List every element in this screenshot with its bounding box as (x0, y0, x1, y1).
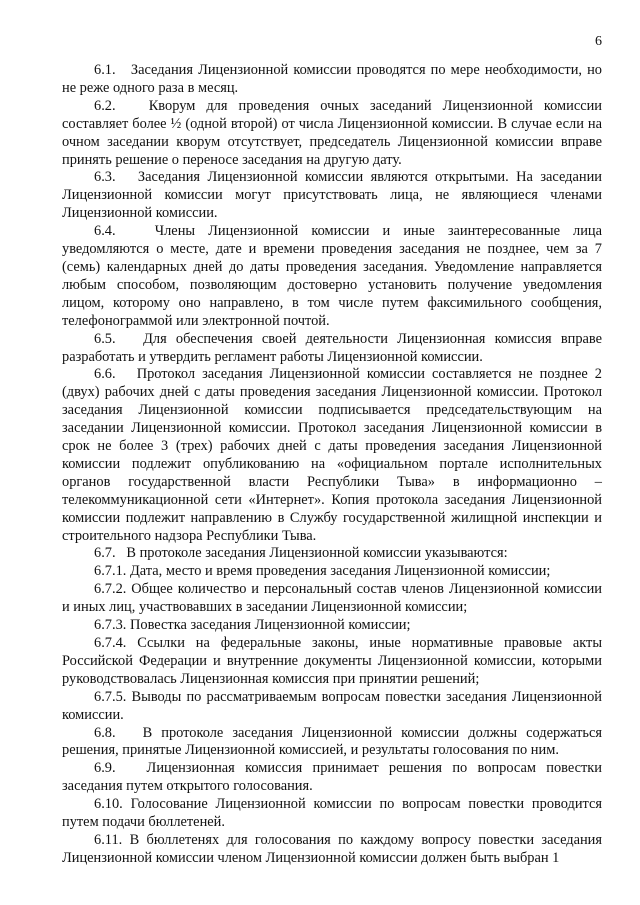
paragraph-6-11: 6.11. В бюллетенях для голосования по каждому вопросу повестки заседания Лицензионной комиссии членом Лицензионной комиссии должен быть выбран 1 (62, 831, 602, 866)
paragraph-6-7: 6.7. В протоколе заседания Лицензионной комиссии указываются: (94, 545, 508, 562)
paragraph-6-7-2: 6.7.2. Общее количество и персональный состав членов Лицензионной комиссии и иных лиц, участвовавших в заседании Лицензионной комиссии; (62, 581, 602, 616)
document-body (62, 62, 602, 868)
paragraph-6-1: 6.1. Заседания Лицензионной комиссии проводятся по мере необходимости, но не реже одного раза в месяц. (62, 62, 602, 96)
paragraph-6-7-4: 6.7.4. Ссылки на федеральные законы, иные нормативные правовые акты Российской Федерации и внутренние документы Лицензионной комиссии, которыми руководствовалась Лицензионная комиссия при принятии решений; (62, 635, 602, 687)
paragraph-6-8: 6.8. В протоколе заседания Лицензионной комиссии должны содержаться решения, принятые Лицензионной комиссией, и результаты голосования по ним. (62, 724, 602, 759)
paragraph-6-7-5: 6.7.5. Выводы по рассматриваемым вопросам повестки заседания Лицензионной комиссии. (62, 688, 602, 723)
paragraph-6-9: 6.9. Лицензионная комиссия принимает решения по вопросам повестки заседания путем открытого голосования. (62, 760, 602, 795)
paragraph-6-2: 6.2. Кворум для проведения очных заседаний Лицензионной комиссии составляет более ½ (одной второй) от числа Лицензионной комиссии. В случае если на очном заседании кворум отсутствует, председатель Лицензионной комиссии вправе принять решение о переносе заседания на другую дату. (62, 97, 602, 168)
paragraph-6-7-1: 6.7.1. Дата, место и время проведения заседания Лицензионной комиссии; (94, 563, 551, 580)
paragraph-6-4: 6.4. Члены Лицензионной комиссии и иные заинтересованные лица уведомляются о месте, дате и времени проведения заседания не позднее, чем за 7 (семь) календарных дней до даты проведения заседания. Уведомление направляется любым способом, позволяющим достоверно установить получение уведомления лицом, которому оно направлено, в том числе путем факсимильного сообщения, телефонограммой или электронной почтой. (62, 223, 602, 329)
paragraph-6-6: 6.6. Протокол заседания Лицензионной комиссии составляется не позднее 2 (двух) рабочих дней с даты проведения заседания Лицензионной комиссии. Протокол заседания Лицензионной комиссии подписывается председательствующим на заседании Лицензионной комиссии. Протокол заседания Лицензионной комиссии в срок не более 3 (трех) рабочих дней с даты проведения заседания Лицензионной комиссии подлежит опубликованию на «официальном портале исполнительных органов государственной власти Республики Тыва» в информационно – телекоммуникационной сети «Интернет». Копия протокола заседания Лицензионной комиссии подлежит направлению в Службу государственной жилищной инспекции и строительного надзора Республики Тыва. (62, 366, 602, 544)
paragraph-6-5: 6.5. Для обеспечения своей деятельности Лицензионная комиссия вправе разработать и утвердить регламент работы Лицензионной комиссии. (62, 330, 602, 365)
paragraph-6-10: 6.10. Голосование Лицензионной комиссии по вопросам повестки проводится путем подачи бюллетеней. (62, 796, 602, 831)
paragraph-6-7-3: 6.7.3. Повестка заседания Лицензионной комиссии; (94, 617, 411, 634)
page-number: 6 (595, 34, 602, 49)
paragraph-6-3: 6.3. Заседания Лицензионной комиссии являются открытыми. На заседании Лицензионной комиссии могут присутствовать лица, не являющиеся членами Лицензионной комиссии. (62, 169, 602, 222)
